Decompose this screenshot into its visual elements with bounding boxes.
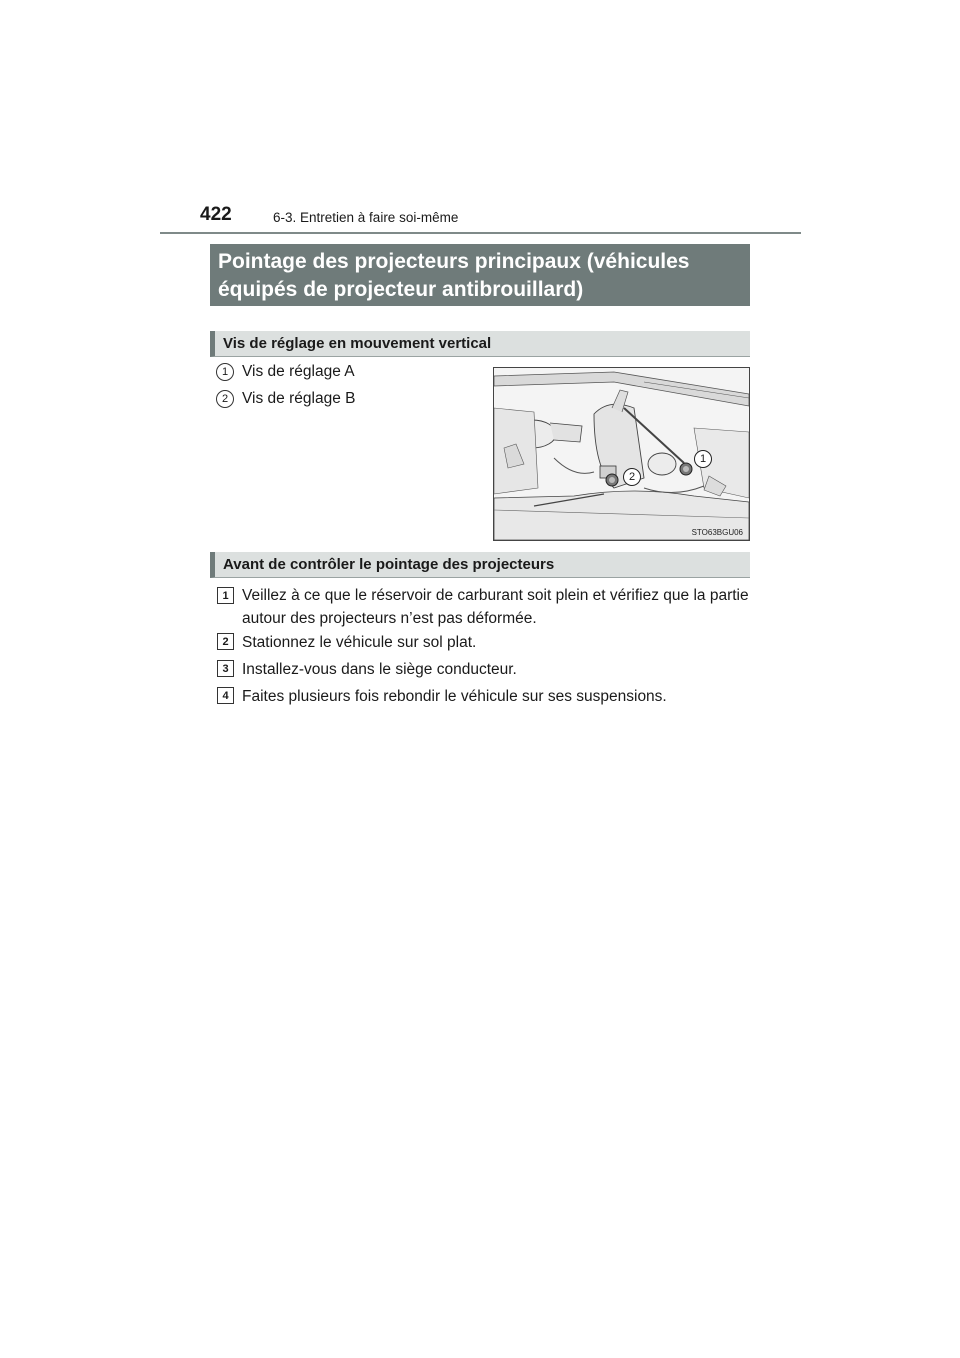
section-title-vertical-adjust: Vis de réglage en mouvement vertical <box>210 331 750 357</box>
main-title: Pointage des projecteurs principaux (véhicules équipés de projecteur antibrouillard) <box>210 244 750 306</box>
step-number-2: 2 <box>217 633 234 650</box>
step-number-1: 1 <box>217 587 234 604</box>
step-number-3: 3 <box>217 660 234 677</box>
step-text-3: Installez-vous dans le siège conducteur. <box>242 661 517 678</box>
figure-callout-2: 2 <box>623 468 641 486</box>
header-rule <box>160 232 801 234</box>
section-title-before-check: Avant de contrôler le pointage des projecteurs <box>210 552 750 578</box>
chapter-title: 6-3. Entretien à faire soi-même <box>273 210 459 225</box>
item-text-2: Vis de réglage B <box>242 390 356 407</box>
engine-bay-illustration <box>493 367 750 541</box>
item-number-1: 1 <box>216 363 234 381</box>
page-header <box>200 204 800 234</box>
step-text-2: Stationnez le véhicule sur sol plat. <box>242 634 477 651</box>
page-number: 422 <box>200 204 232 225</box>
item-number-2: 2 <box>216 390 234 408</box>
step-text-4: Faites plusieurs fois rebondir le véhicule sur ses suspensions. <box>242 688 667 705</box>
figure-callout-1: 1 <box>694 450 712 468</box>
step-text-1: Veillez à ce que le réservoir de carburant soit plein et vérifiez que la partie autour des projecteurs n’est pas déformée. <box>242 587 749 627</box>
step-number-4: 4 <box>217 687 234 704</box>
figure-code: STO63BGU06 <box>691 528 743 537</box>
item-text-1: Vis de réglage A <box>242 363 355 380</box>
